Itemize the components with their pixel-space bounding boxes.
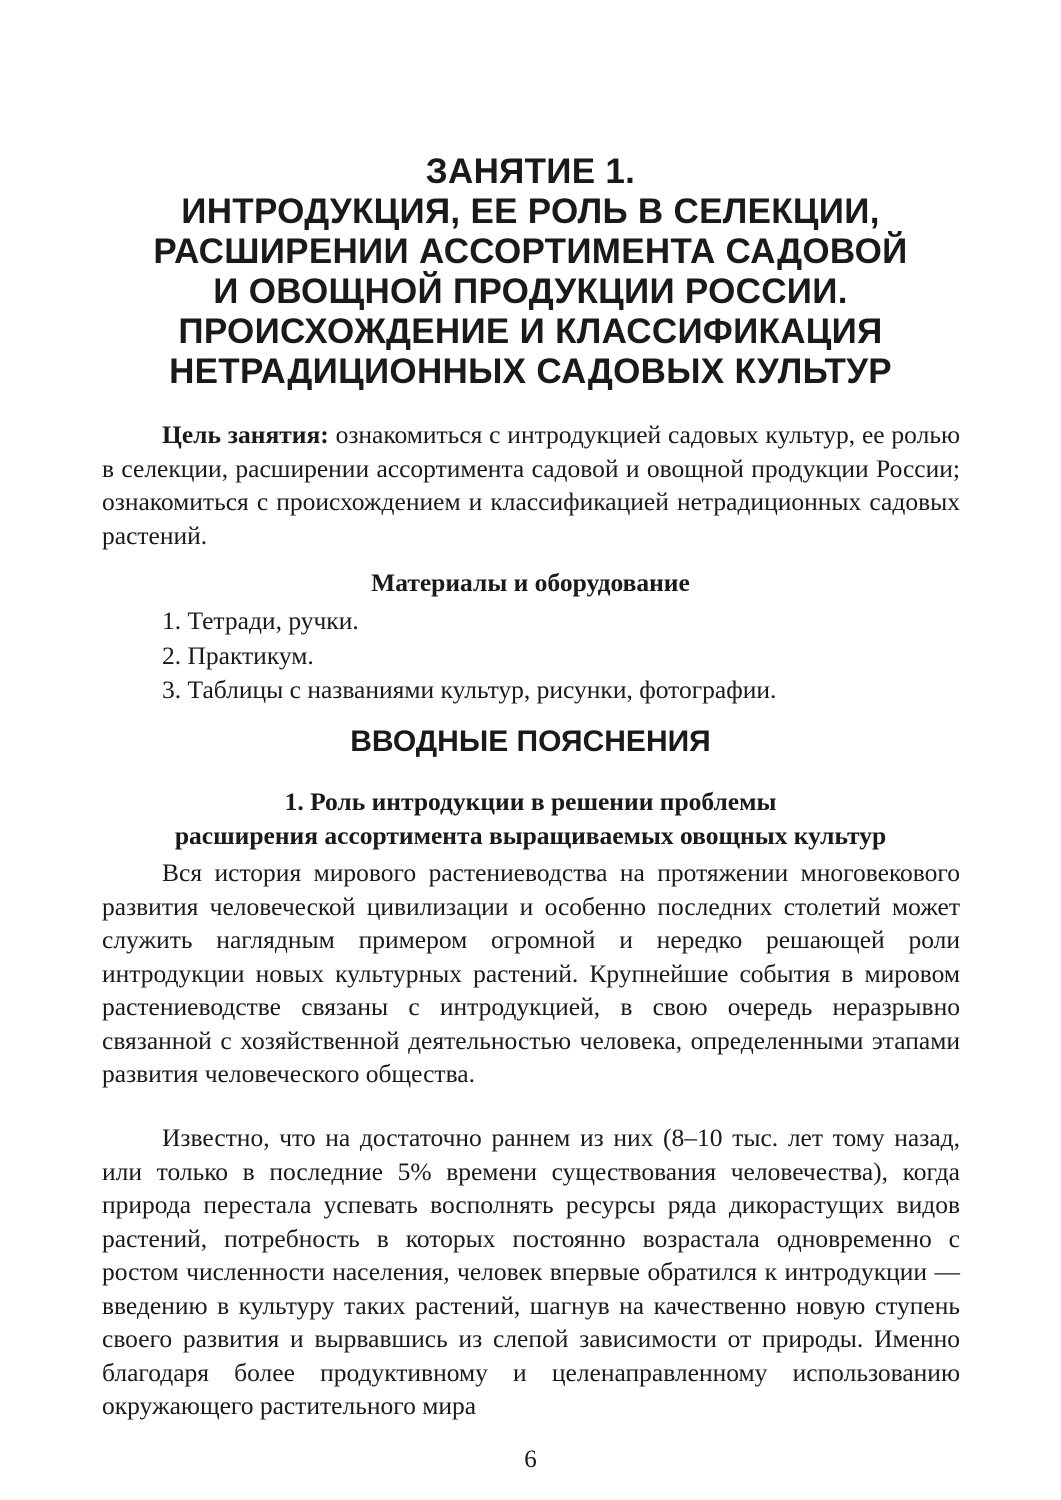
- intro-heading: ВВОДНЫЕ ПОЯСНЕНИЯ: [350, 725, 711, 758]
- section1-heading: [100, 785, 961, 852]
- section1-paragraph-1: Вся история мирового растениеводства на протяжении многовекового развития человеческой цивилизации и особенно последних столетий может служить наглядным примером огромной и нередко решающей роли интродукции новых культурных растений. Крупнейшие события в мировом растениеводстве связаны с интродукцией, в свою очередь неразрывно связанной с хозяйственной деятельностью человека, определенными этапами развития человеческого общества.: [102, 858, 960, 1088]
- section1-paragraph-2: Известно, что на достаточно раннем из них (8–10 тыс. лет тому назад, или только в последние 5% времени существования человечества), когда природа перестала успевать восполнять ресурсы ряда дикорастущих видов растений, потребность в которых постоянно возрастала одновременно с ростом численности населения, человек впервые обратился к интродукции — введению в культуру таких растений, шагнув на качественно новую ступень своего развития и вырвавшись из слепой зависимости от природы. Именно благодаря более продуктивному и целенаправленному использованию окружающего растительного мира: [102, 1123, 960, 1420]
- section1-heading-line: 1. Роль интродукции в решении проблемы: [284, 787, 777, 816]
- chapter-title: [100, 152, 961, 392]
- materials-list-item: 3. Таблицы с названиями культур, рисунки, фотографии.: [162, 675, 777, 704]
- title-line: ИНТРОДУКЦИЯ, ЕЕ РОЛЬ В СЕЛЕКЦИИ,: [181, 192, 880, 231]
- title-line: РАСШИРЕНИИ АССОРТИМЕНТА САДОВОЙ: [153, 232, 908, 271]
- page-number: 6: [524, 1446, 537, 1473]
- goal-text: ознакомиться с интродукцией садовых культур, ее ролью в селекции, расширении ассортимента садовой и овощной продукции России; ознакомиться с происхождением и классификацией нетрадиционных садовых растений.: [102, 420, 960, 550]
- materials-list-item: 1. Тетради, ручки.: [162, 606, 359, 635]
- materials-heading: Материалы и оборудование: [371, 568, 690, 597]
- goal-paragraph: [102, 418, 960, 552]
- materials-list-item: 2. Практикум.: [162, 641, 314, 670]
- title-line: И ОВОЩНОЙ ПРОДУКЦИИ РОССИИ.: [213, 272, 848, 311]
- goal-label: Цель занятия:: [162, 420, 329, 449]
- section1-heading-line: расширения ассортимента выращиваемых овощных культур: [174, 820, 887, 850]
- title-line: ЗАНЯТИЕ 1.: [425, 152, 636, 191]
- title-line: ПРОИСХОЖДЕНИЕ И КЛАССИФИКАЦИЯ: [178, 312, 883, 351]
- title-line: НЕТРАДИЦИОННЫХ САДОВЫХ КУЛЬТУР: [169, 352, 892, 391]
